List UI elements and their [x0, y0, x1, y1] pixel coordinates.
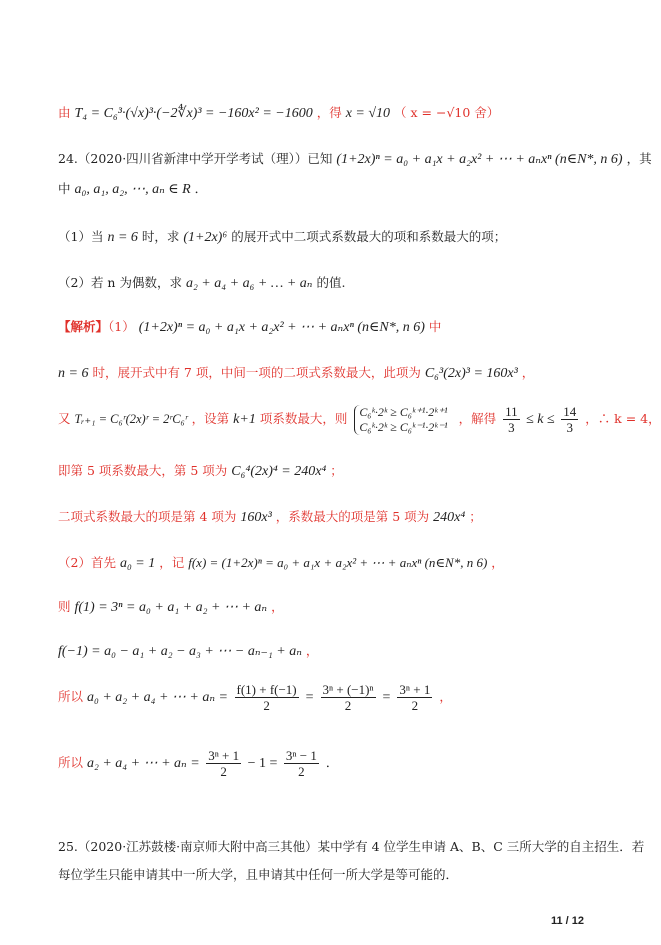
system-row: C₆ᵏ·2ᵏ ≥ C₆ᵏ⁻¹·2ᵏ⁻¹ — [359, 419, 448, 434]
text: 所以 — [58, 689, 87, 704]
text: （1） — [108, 319, 135, 334]
question-24-part2 — [58, 274, 592, 293]
numerator: 14 — [563, 404, 577, 419]
numerator: 3ⁿ + 1 — [399, 682, 431, 697]
text: ，其 — [626, 151, 652, 166]
inequality-system — [354, 405, 451, 435]
math: (1+2x)⁶ — [183, 230, 228, 245]
text: ，系数最大的项是第 5 项为 — [275, 509, 434, 524]
question-25-line1 — [58, 838, 645, 856]
solution-part2-line5 — [58, 746, 592, 781]
text: 的展开式中二项式系数最大的项和系数最大的项； — [231, 229, 507, 244]
math: a₂ + a₄ + ⋯ + aₙ = — [86, 756, 204, 771]
text: 25.（2020·江苏鼓楼·南京师大附中高三其他）某中学有 4 位学生申请 A、B、C 三所大学的自主招生．若 — [58, 839, 645, 854]
text: ． — [194, 181, 208, 196]
text: （1）当 — [58, 229, 108, 244]
text: （2）若 n 为偶数，求 — [58, 275, 186, 290]
question-24-part1 — [58, 228, 592, 247]
math: a₀ + a₂ + a₄ + ⋯ + aₙ = — [86, 690, 232, 705]
text: ， — [439, 689, 452, 704]
text: ， — [271, 599, 284, 614]
text: ； — [469, 509, 482, 524]
denominator: 2 — [411, 698, 419, 713]
math: n = 6 — [58, 366, 89, 381]
denominator: 3 — [508, 420, 515, 435]
math: f(1) = 3ⁿ = a₀ + a₁ + a₂ + ⋯ + aₙ — [74, 600, 268, 615]
text: 的值. — [316, 275, 346, 290]
text: 二项式系数最大的项是第 4 项为 — [58, 509, 241, 524]
math: ≤ k ≤ — [522, 412, 559, 427]
text: ，设第 — [191, 411, 234, 426]
question-24-line2 — [58, 180, 592, 199]
math: n = 6 — [107, 230, 138, 245]
text: ，∴ k = 4， — [585, 411, 661, 426]
numerator: 3ⁿ − 1 — [285, 748, 317, 763]
solution-tag: 【解析】 — [58, 319, 109, 334]
text: ， — [491, 555, 504, 570]
denominator: 2 — [263, 698, 270, 713]
math: − 1 = — [244, 756, 281, 771]
text: 即第 5 项系数最大，第 5 项为 — [58, 463, 232, 478]
math-result: x = √10 — [345, 106, 391, 121]
solution-part2-line1 — [58, 554, 592, 573]
math-coeffs: a₀, a₁, a₂, ⋯, aₙ ∈ R — [74, 182, 191, 197]
fraction — [284, 748, 319, 779]
text: 项系数最大，则 — [259, 411, 348, 426]
math-expansion: (1+2x)ⁿ = a₀ + a₁x + a₂x² + ⋯ + aₙxⁿ (n∈N*, n 6) — [336, 152, 623, 167]
text: 又 — [58, 411, 75, 426]
question-25-line2 — [58, 866, 592, 884]
solution-part1-line2 — [58, 364, 592, 383]
solution-part2-line3 — [58, 642, 592, 661]
numerator: f(1) + f(−1) — [236, 682, 297, 697]
numerator: 11 — [505, 404, 518, 419]
fraction — [235, 682, 299, 713]
math: f(x) = (1+2x)ⁿ = a₀ + a₁x + a₂x² + ⋯ + aₙxⁿ (n∈N*, n 6) — [188, 555, 488, 570]
math: a₂ + a₄ + a₆ + … + aₙ — [185, 276, 313, 291]
text: 中 — [428, 319, 442, 334]
text: 每位学生只能申请其中一所大学，且申请其中任何一所大学是等可能的． — [58, 867, 459, 882]
text: ，解得 — [458, 411, 501, 426]
math: 160x³ — [240, 510, 272, 525]
math-t4: T₄ = C₆³·(√x)³·(−2∜x)³ = −160x² = −1600 — [74, 106, 313, 121]
text: ； — [330, 463, 343, 478]
solution-part2-line4: 所以 a₀ + a₂ + a₄ + ⋯ + aₙ = $\frac{f(1) + f(-1)}{2}$ = $\frac{\text{3ⁿ + (−1)ⁿ}}{2}$ = $\frac{\text{3ⁿ + 1}}{2}$ ， — [58, 682, 452, 713]
fraction — [321, 682, 376, 713]
page-number: 11 / 12 — [550, 915, 584, 927]
text: （ x = −√10 舍） — [394, 105, 500, 120]
math: 240x⁴ — [433, 510, 466, 525]
text: 时，求 — [141, 229, 184, 244]
fraction — [561, 404, 578, 435]
denominator: 2 — [298, 764, 305, 779]
math: f(−1) = a₀ − a₁ + a₂ − a₃ + ⋯ − aₙ₋₁ + aₙ — [58, 644, 302, 659]
math: C₆⁴(2x)⁴ = 240x⁴ — [231, 464, 327, 479]
numerator: 3ⁿ + (−1)ⁿ — [322, 682, 374, 697]
math: (1+2x)ⁿ = a₀ + a₁x + a₂x² + ⋯ + aₙxⁿ (n∈N*, n 6) — [138, 320, 425, 335]
denominator: 2 — [344, 698, 352, 713]
text: （2）首先 — [58, 555, 120, 570]
solution-part2-line2 — [58, 598, 592, 617]
text: 24.（2020·四川省新津中学开学考试（理））已知 — [58, 151, 333, 166]
fraction — [206, 748, 241, 779]
text: 时，展开式中有 7 项，中间一项的二项式系数最大，此项为 — [92, 365, 425, 380]
text: 所以 — [58, 755, 87, 770]
question-24-header — [58, 150, 652, 169]
numerator: 3ⁿ + 1 — [208, 748, 240, 763]
system-row: C₆ᵏ·2ᵏ ≥ C₆ᵏ⁺¹·2ᵏ⁺¹ — [359, 404, 448, 419]
solution-part1-line4 — [58, 462, 592, 481]
solution-part1-line1 — [58, 318, 592, 337]
solution-line-t4 — [58, 104, 592, 123]
fraction — [503, 404, 520, 435]
text: ，得 — [316, 105, 346, 120]
math: C₆³(2x)³ = 160x³ — [424, 366, 518, 381]
text: 由 — [58, 105, 71, 120]
text: 中 — [58, 181, 75, 196]
denominator: 2 — [220, 764, 227, 779]
solution-part1-line5 — [58, 508, 592, 527]
solution-part1-line3 — [58, 402, 661, 437]
text: ，记 — [159, 555, 189, 570]
fraction — [397, 682, 432, 713]
math: Tᵣ₊₁ = C₆ʳ(2x)ʳ = 2ʳC₆ʳ — [74, 412, 188, 426]
math: a₀ = 1 — [119, 556, 156, 571]
text: ， — [305, 643, 319, 658]
text: 则 — [58, 599, 75, 614]
text: ， — [521, 365, 535, 380]
text: ． — [325, 755, 339, 770]
denominator: 3 — [566, 420, 573, 435]
math: k+1 — [233, 412, 256, 427]
